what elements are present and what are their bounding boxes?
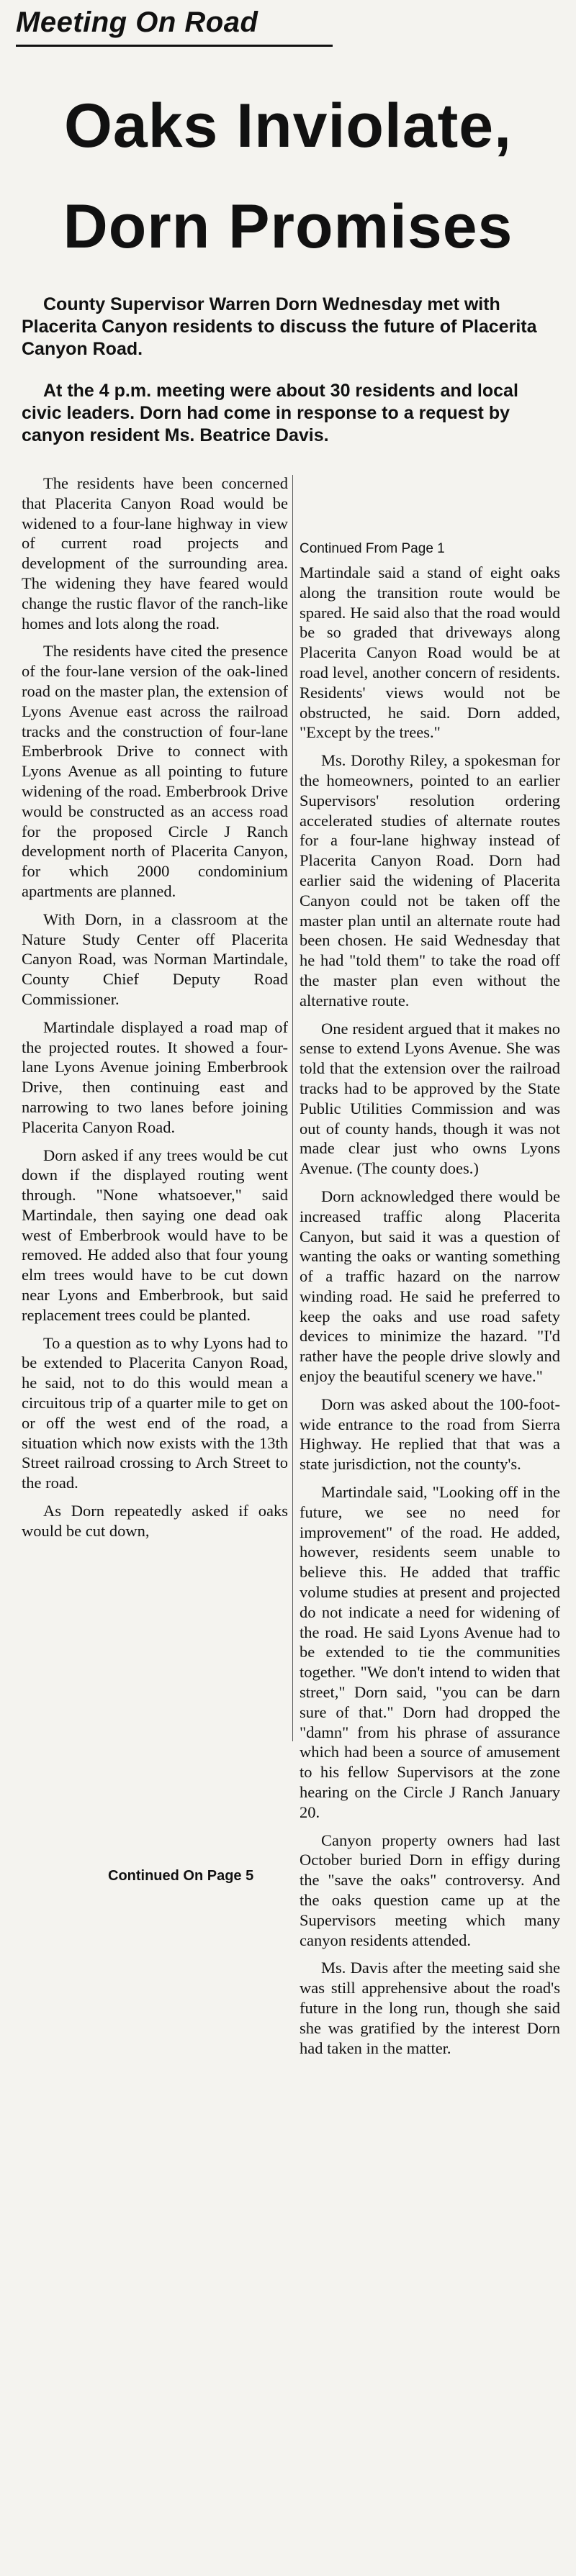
column-divider bbox=[292, 475, 293, 1741]
left-column bbox=[22, 473, 288, 1549]
headline-line-2: Dorn Promises bbox=[63, 192, 513, 261]
right-column bbox=[300, 563, 560, 2066]
deck-paragraph-1: County Supervisor Warren Dorn Wednesday met with Placerita Canyon residents to discuss the future of Placerita Canyon Road. bbox=[22, 294, 537, 359]
left-paragraph: The residents have cited the presence of the four-lane version of the oak-lined road on the master plan, the extension of Lyons Avenue east across the railroad tracks and the construction of four-lane Emberbrook Drive to connect with Lyons Avenue as all pointing to future widening of the road. Emberbrook Drive would be constructed as an access road for the proposed Circle J Ranch development north of Placerita Canyon, for which 2000 condominium apartments are planned. bbox=[22, 642, 288, 900]
continued-on-line: Continued On Page 5 bbox=[108, 1868, 254, 1884]
section-kicker: Meeting On Road bbox=[16, 4, 333, 47]
right-paragraph: Canyon property owners had last October buried Dorn in effigy during the "save the oaks" controversy. And the oaks question came up at the Supervisors meeting which many canyon residents attended. bbox=[300, 1831, 560, 1949]
right-paragraph: Martindale said, "Looking off in the future, we see no need for improvement" of the road. He added, however, residents seem unable to believe this. He added that traffic volume studies at present and projected do not indicate a need for widening of the road. He said Lyons Avenue had to be extended to tie the communities together. "We don't intend to widen that street," Dorn said, "you can be darn sure of that." Dorn had dropped the "damn" from his phrase of assurance which had been a source of amusement to his fellow Supervisors at the zone hearing on the Circle J Ranch January 20. bbox=[300, 1483, 560, 1821]
left-paragraph: Martindale displayed a road map of the projected routes. It showed a four-lane Lyons Avenue joining Emberbrook Drive, then continuing east and narrowing to two lanes before joining Placerita Canyon Road. bbox=[22, 1017, 288, 1136]
left-paragraph: With Dorn, in a classroom at the Nature Study Center off Placerita Canyon Road, was Norman Martindale, County Chief Deputy Road Commissioner. bbox=[22, 910, 288, 1008]
left-paragraph: The residents have been concerned that Placerita Canyon Road would be widened to a four-lane highway in view of current road projects and development of the surrounding area. The widening they have feared would change the rustic flavor of the ranch-like homes and lots along the road. bbox=[22, 474, 288, 632]
left-paragraph: Dorn asked if any trees would be cut down if the displayed routing went through. "None whatsoever," said Martindale, then saying one dead oak west of Emberbrook would have to be removed. He added also that four young elm trees would have to be cut down near Lyons and Emberbrook, but said replacement trees could be planted. bbox=[22, 1146, 288, 1324]
right-paragraph: Ms. Dorothy Riley, a spokesman for the homeowners, pointed to an earlier Supervisors' resolution ordering accelerated studies of alternate routes for a four-lane highway instead of Placerita Canyon Road. Dorn had earlier said the widening of Placerita Canyon could not be taken off the master plan until an alternate route had been chosen. He said Wednesday that he had "told them" to take the road off the master plan even without the alternative route. bbox=[300, 751, 560, 1010]
right-paragraph: Ms. Davis after the meeting said she was still apprehensive about the road's future in the long run, though she said she was gratified by the interest Dorn had taken in the matter. bbox=[300, 1959, 560, 2057]
right-paragraph: Dorn acknowledged there would be increased traffic along Placerita Canyon, but said it was a question of wanting the oaks or wanting something of a traffic hazard on the narrow winding road. He said he preferred to keep the oaks and use road safety devices to minimize the hazard. "I'd rather have the people drive slowly and enjoy the beautiful scenery we have." bbox=[300, 1187, 560, 1386]
left-paragraph: As Dorn repeatedly asked if oaks would be cut down, bbox=[22, 1502, 288, 1540]
deck-paragraph-2: At the 4 p.m. meeting were about 30 residents and local civic leaders. Dorn had come in response to a request by canyon resident Ms. Beatrice Davis. bbox=[22, 381, 518, 445]
right-paragraph: One resident argued that it makes no sense to extend Lyons Avenue. She was told that the extension over the railroad tracks had to be approved by the State Public Utilities Commission and was out of county hands, though it was not made clear just who owns Lyons Avenue. (The county does.) bbox=[300, 1019, 560, 1178]
headline-line-1: Oaks Inviolate, bbox=[63, 91, 513, 160]
right-paragraph: Dorn was asked about the 100-foot-wide entrance to the road from Sierra Highway. He replied that that was a state jurisdiction, not the county's. bbox=[300, 1394, 560, 1474]
left-paragraph: To a question as to why Lyons had to be extended to Placerita Canyon Road, he said, not to do this would mean a circuitous trip of a quarter mile to get on or off the west end of the road, a situation which now exists with the 13th Street railroad crossing to Arch Street to the road. bbox=[22, 1333, 288, 1492]
continued-from-line: Continued From Page 1 bbox=[300, 541, 445, 556]
right-paragraph: Martindale said a stand of eight oaks along the transition route would be spared. He said also that the road would be so graded that driveways along Placerita Canyon Road would be at road level, another concern of residents. Residents' views would not be obstructed, he said. Dorn added, "Except by the trees." bbox=[300, 563, 560, 742]
